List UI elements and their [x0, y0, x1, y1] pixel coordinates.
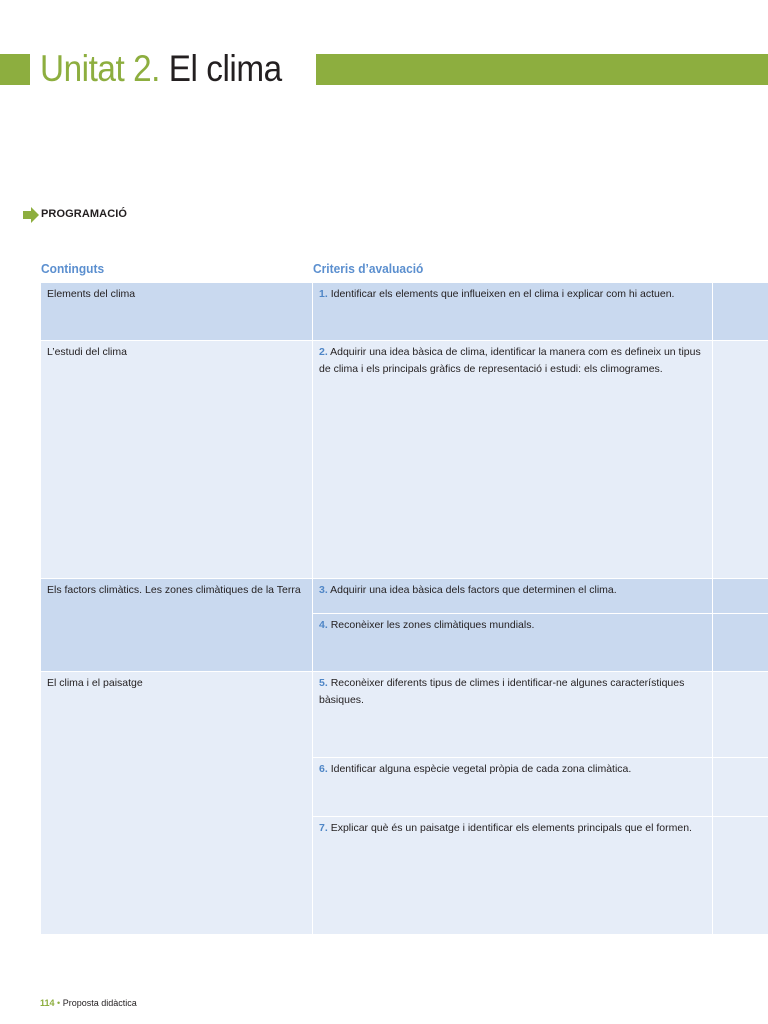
criteria-cell [313, 283, 712, 340]
criteria-number: 2. [319, 346, 328, 358]
section-label: PROGRAMACIÓ [41, 208, 128, 220]
extra-cell [713, 283, 768, 340]
unit-name: El clima [168, 48, 282, 89]
criteria-text: Reconèixer les zones climàtiques mundials. [330, 619, 535, 631]
criteria-number: 6. [319, 763, 328, 775]
criteria-text: Explicar què és un paisatge i identificar els elements principals que el formen. [330, 822, 692, 834]
extra-cell [713, 579, 768, 613]
column-header-contents: Continguts [41, 261, 105, 276]
criteria-number: 1. [319, 288, 328, 300]
column-header-criteria: Criteris d’avaluació [313, 261, 424, 276]
content-cell [41, 283, 312, 340]
content-text: L’estudi del clima [47, 346, 127, 358]
content-text: El clima i el paisatge [47, 677, 143, 689]
criteria-text: Adquirir una idea bàsica de clima, identificar la manera com es defineix un tipus de clima i els principals gràfics de representació i estudi: els climogrames. [319, 346, 701, 375]
criteria-text: Reconèixer diferents tipus de climes i identificar-ne algunes característiques bàsiques. [319, 677, 685, 706]
title-bar-left [0, 54, 30, 85]
criteria-cell [313, 614, 712, 671]
content-cell [41, 579, 312, 671]
criteria-cell [313, 817, 712, 934]
criteria-cell [313, 758, 712, 816]
content-cell [41, 672, 312, 934]
criteria-cell [313, 579, 712, 613]
criteria-text: Adquirir una idea bàsica dels factors que determinen el clima. [330, 584, 617, 596]
criteria-number: 3. [319, 584, 328, 596]
title-bar-right [316, 54, 768, 85]
content-text: Els factors climàtics. Les zones climàtiques de la Terra [47, 584, 301, 596]
arrow-right-icon [22, 207, 40, 223]
extra-cell [713, 817, 768, 934]
extra-cell [713, 758, 768, 816]
extra-cell [713, 672, 768, 757]
criteria-number: 7. [319, 822, 328, 834]
criteria-cell [313, 341, 712, 578]
criteria-number: 4. [319, 619, 328, 631]
content-cell [41, 341, 312, 578]
criteria-number: 5. [319, 677, 328, 689]
extra-cell [713, 341, 768, 578]
footer-bullet: • [57, 998, 61, 1008]
content-text: Elements del clima [47, 288, 136, 300]
criteria-text: Identificar els elements que influeixen en el clima i explicar com hi actuen. [330, 288, 675, 300]
page-number: 114 [40, 998, 55, 1008]
criteria-cell [313, 672, 712, 757]
page-footer [40, 996, 137, 1010]
footer-label: Proposta didàctica [62, 998, 137, 1008]
extra-cell [713, 614, 768, 671]
criteria-text: Identificar alguna espècie vegetal pròpia de cada zona climàtica. [330, 763, 632, 775]
unit-label: Unitat 2. [40, 48, 160, 89]
page-title [40, 44, 282, 94]
